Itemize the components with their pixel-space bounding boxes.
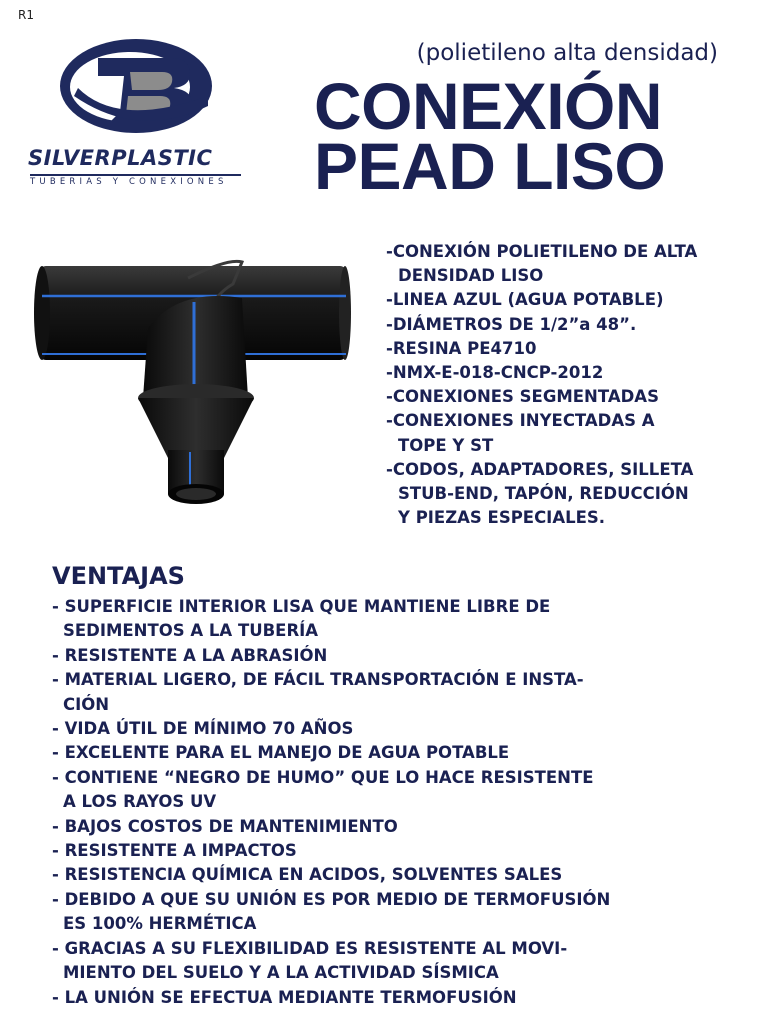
spec-line: -NMX-E-018-CNCP-2012	[386, 363, 604, 383]
advantage-item	[52, 863, 702, 887]
subtitle: (polietileno alta densidad)	[416, 40, 718, 66]
advantage-line-cont: MIENTO DEL SUELO Y A LA ACTIVIDAD SÍSMICA	[63, 963, 499, 983]
advantage-line-cont: SEDIMENTOS A LA TUBERÍA	[63, 621, 319, 641]
brand-divider	[30, 174, 241, 176]
silverplastic-logo-icon	[58, 36, 214, 136]
product-image	[28, 258, 358, 518]
spec-line: -CONEXIÓN POLIETILENO DE ALTA	[386, 242, 698, 261]
advantage-line: - EXCELENTE PARA EL MANEJO DE AGUA POTABLE	[52, 743, 510, 763]
brand-tagline: TUBERIAS Y CONEXIONES	[30, 177, 228, 187]
advantage-item	[52, 644, 702, 668]
advantage-item	[52, 717, 702, 741]
advantage-item	[52, 668, 702, 717]
spec-line: -RESINA PE4710	[386, 338, 537, 358]
advantage-line-cont: A LOS RAYOS UV	[63, 792, 217, 812]
advantage-item	[52, 815, 702, 839]
advantage-line: - GRACIAS A SU FLEXIBILIDAD ES RESISTENTE AL MOVI-	[52, 938, 568, 958]
advantage-item	[52, 741, 702, 765]
title-line-2: PEAD LISO	[314, 129, 666, 203]
advantages-list	[52, 595, 702, 1010]
spec-item	[386, 240, 756, 288]
spec-line: -CONEXIONES SEGMENTADAS	[386, 387, 659, 407]
spec-list	[386, 240, 756, 530]
spec-item	[386, 288, 756, 312]
advantage-item	[52, 937, 702, 986]
page-title	[314, 69, 666, 203]
advantage-line: - RESISTENTE A LA ABRASIÓN	[52, 645, 328, 665]
pipe-tee-reducer-icon	[28, 258, 358, 518]
advantage-line: - VIDA ÚTIL DE MÍNIMO 70 AÑOS	[52, 719, 354, 739]
spec-line-cont: TOPE Y ST	[398, 435, 494, 455]
spec-item	[386, 313, 756, 337]
revision-label: R1	[18, 8, 34, 22]
advantage-item	[52, 888, 702, 937]
brand-name: SILVERPLASTIC	[28, 146, 213, 170]
spec-line-cont: Y PIEZAS ESPECIALES.	[398, 508, 606, 528]
spec-line-cont: DENSIDAD LISO	[398, 266, 544, 286]
advantage-line-cont: CIÓN	[63, 694, 110, 714]
advantage-line: - MATERIAL LIGERO, DE FÁCIL TRANSPORTACIÓN E INSTA-	[52, 670, 584, 690]
spec-item	[386, 458, 756, 531]
spec-line: -LINEA AZUL (AGUA POTABLE)	[386, 290, 664, 310]
advantage-line-cont: ES 100% HERMÉTICA	[63, 914, 257, 934]
advantage-line: - BAJOS COSTOS DE MANTENIMIENTO	[52, 816, 398, 836]
spec-line: -DIÁMETROS DE 1/2”a 48”.	[386, 314, 637, 334]
advantage-line: - DEBIDO A QUE SU UNIÓN ES POR MEDIO DE TERMOFUSIÓN	[52, 889, 611, 909]
advantage-line: - LA UNIÓN SE EFECTUA MEDIANTE TERMOFUSIÓN	[52, 987, 517, 1007]
advantage-line: - RESISTENCIA QUÍMICA EN ACIDOS, SOLVENTES SALES	[52, 865, 563, 885]
advantage-item	[52, 839, 702, 863]
advantage-line: - SUPERFICIE INTERIOR LISA QUE MANTIENE LIBRE DE	[52, 597, 551, 616]
spec-line: -CODOS, ADAPTADORES, SILLETA	[386, 459, 694, 479]
advantage-item	[52, 595, 702, 644]
section-title-ventajas: VENTAJAS	[52, 562, 185, 590]
advantage-line: - RESISTENTE A IMPACTOS	[52, 841, 297, 861]
company-logo	[28, 34, 248, 194]
spec-line: -CONEXIONES INYECTADAS A	[386, 411, 655, 431]
title-line-1: CONEXIÓN	[314, 69, 663, 143]
advantage-item	[52, 986, 702, 1010]
advantage-item	[52, 766, 702, 815]
spec-item	[386, 385, 756, 409]
spec-item	[386, 337, 756, 361]
spec-item	[386, 361, 756, 385]
advantage-line: - CONTIENE “NEGRO DE HUMO” QUE LO HACE RESISTENTE	[52, 767, 594, 787]
spec-item	[386, 409, 756, 457]
spec-line-cont: STUB-END, TAPÓN, REDUCCIÓN	[398, 484, 689, 504]
